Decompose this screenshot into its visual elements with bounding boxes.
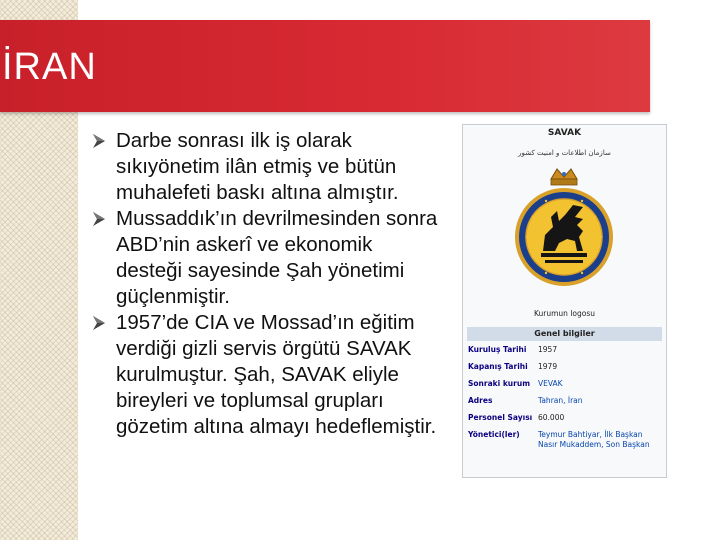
row-value: 1957 [538, 345, 558, 354]
arrowhead-icon [92, 315, 106, 331]
row-label: Personel Sayısı [468, 413, 533, 422]
arrowhead-icon [92, 211, 106, 227]
row-value: Tahran, İran [538, 396, 583, 405]
infobox-row [468, 430, 664, 450]
bullet-item [92, 128, 442, 206]
slide-title: İRAN [2, 46, 97, 88]
row-label: Sonraki kurum [468, 379, 531, 388]
savak-emblem [513, 165, 615, 287]
bullet-text: Darbe sonrası ilk iş olarak sıkıyönetim ilân etmiş ve bütün muhalefeti baskı altına almıştır. [116, 129, 399, 204]
infobox-rows [468, 345, 664, 457]
infobox-row [468, 396, 664, 406]
infobox-row [468, 379, 664, 389]
row-value: 1979 [538, 362, 558, 371]
infobox-persian-name: سازمان اطلاعات و امنیت کشور [518, 149, 611, 157]
infobox-row [468, 345, 664, 355]
bullet-text: Mussaddık’ın devrilmesinden sonra ABD’nin askerî ve ekonomik desteği sayesinde Şah yönetimi güçlenmiştir. [116, 207, 438, 308]
infobox-row [468, 362, 664, 372]
infobox-title: SAVAK [547, 128, 582, 138]
arrowhead-icon [92, 133, 106, 149]
bullet-text: 1957’de CIA ve Mossad’ın eğitim verdiği gizli servis örgütü SAVAK kurulmuştur. Şah, SAVAK eliyle bireyleri ve toplumsal grupları gözetim altına almayı hedeflemiştir. [116, 311, 437, 438]
row-label: Yönetici(ler) [468, 430, 520, 439]
row-value: Teymur Bahtiyar, İlk Başkan Nasır Mukaddem, Son Başkan [538, 430, 650, 449]
row-label: Kuruluş Tarihi [468, 345, 527, 354]
infobox-row [468, 413, 664, 423]
bullet-item [92, 310, 442, 440]
infobox-section-header: Genel bilgiler [467, 327, 662, 341]
row-label: Kapanış Tarihi [468, 362, 528, 371]
row-label: Adres [468, 396, 493, 405]
row-value: VEVAK [538, 379, 563, 388]
bullet-item [92, 206, 442, 310]
bullet-list [92, 128, 442, 440]
row-value: 60.000 [538, 413, 565, 422]
savak-infobox-image [462, 124, 667, 478]
logo-caption: Kurumun logosu [533, 309, 595, 318]
title-bar [0, 20, 650, 112]
